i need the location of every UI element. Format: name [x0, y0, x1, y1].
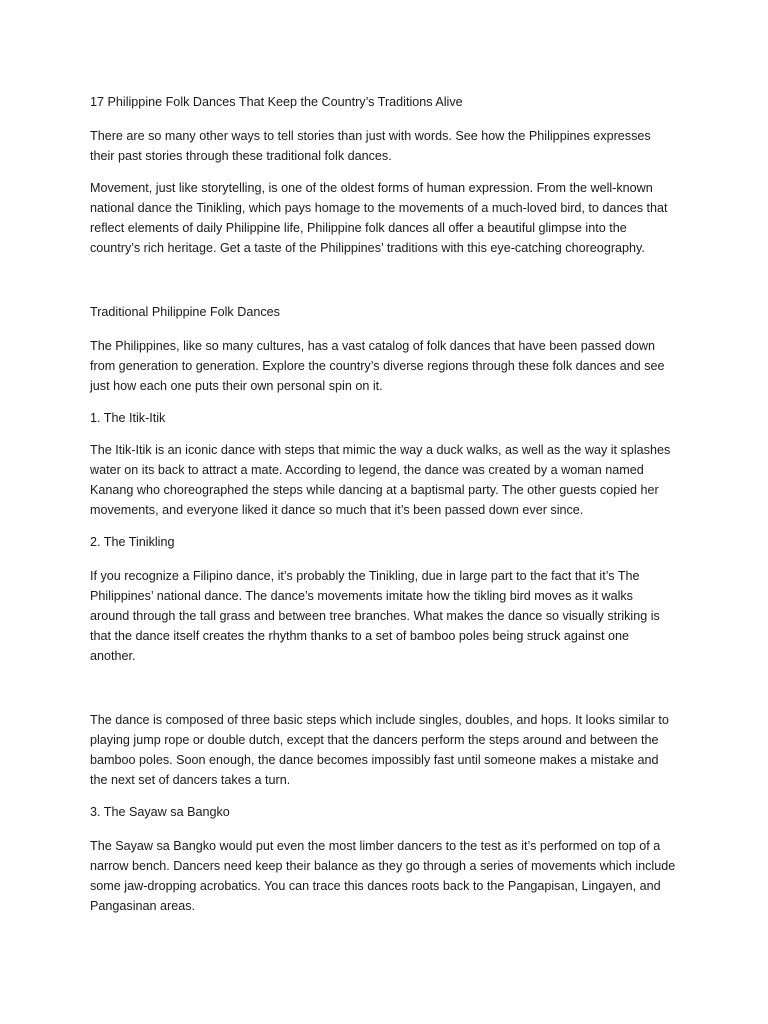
dance-heading-tinikling: 2. The Tinikling: [90, 535, 175, 549]
section-heading: Traditional Philippine Folk Dances: [90, 305, 280, 319]
dance-heading-sayaw-sa-bangko: 3. The Sayaw sa Bangko: [90, 805, 230, 819]
dance-heading-itik-itik: 1. The Itik-Itik: [90, 411, 166, 425]
dance-paragraph-sayaw-sa-bangko: The Sayaw sa Bangko would put even the most limber dancers to the test as it’s performed on top of a narrow bench. Dancers need keep their balance as they go through a series of movements which include some jaw-dropping acrobatics. You can trace this dances roots back to the Pangapisan, Lingayen, and Pangasinan areas.: [90, 839, 676, 913]
dance-paragraph-tinikling-1: If you recognize a Filipino dance, it’s probably the Tinikling, due in large part to the fact that it’s The Philippines’ national dance. The dance’s movements imitate how the tikling bird moves as it walks around through the tall grass and between tree branches. What makes the dance so visually striking is that the dance itself creates the rhythm thanks to a set of bamboo poles being struck against one another.: [90, 569, 660, 663]
document-page: [90, 92, 680, 916]
section-intro-paragraph: The Philippines, like so many cultures, has a vast catalog of folk dances that have been passed down from generation to generation. Explore the country’s diverse regions through these folk dances and see just how each one puts their own personal spin on it.: [90, 339, 665, 393]
movement-paragraph: Movement, just like storytelling, is one of the oldest forms of human expression. From the well-known national dance the Tinikling, which pays homage to the movements of a much-loved bird, to dances that reflect elements of daily Philippine life, Philippine folk dances all offer a beautiful glimpse into the country’s rich heritage. Get a taste of the Philippines’ traditions with this eye-catching choreography.: [90, 181, 668, 255]
intro-paragraph: There are so many other ways to tell stories than just with words. See how the Philippines expresses their past stories through these traditional folk dances.: [90, 129, 651, 163]
dance-paragraph-itik-itik: The Itik-Itik is an iconic dance with steps that mimic the way a duck walks, as well as the way it splashes water on its back to attract a mate. According to legend, the dance was created by a woman named Kanang who choreographed the steps while dancing at a baptismal party. The other guests copied her movements, and everyone liked it dance so much that it’s been passed down ever since.: [90, 443, 671, 517]
document-title: 17 Philippine Folk Dances That Keep the Country’s Traditions Alive: [90, 95, 463, 109]
dance-paragraph-tinikling-2: The dance is composed of three basic steps which include singles, doubles, and hops. It looks similar to playing jump rope or double dutch, except that the dancers perform the steps around and between the bamboo poles. Soon enough, the dance becomes impossibly fast until someone makes a mistake and the next set of dancers takes a turn.: [90, 713, 669, 787]
